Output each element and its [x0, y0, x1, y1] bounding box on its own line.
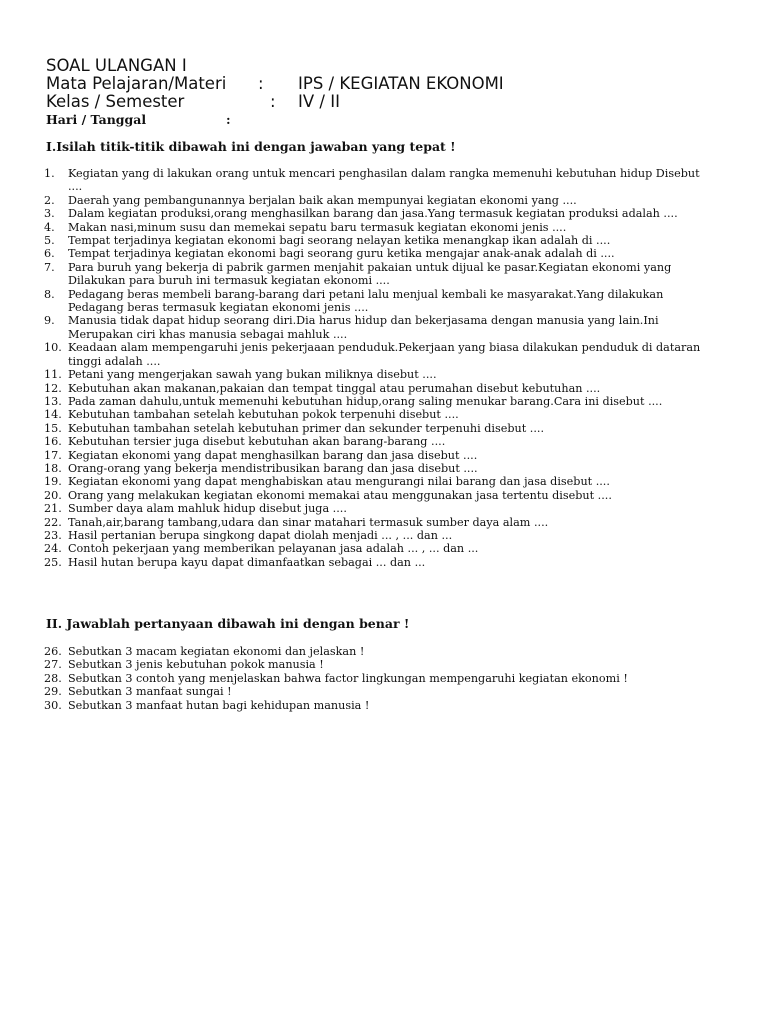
- question-text: Daerah yang pembangunannya berjalan baik akan mempunyai kegiatan ekonomi yang ....: [68, 193, 577, 207]
- question-number: 11.: [44, 368, 62, 382]
- question-text: Pada zaman dahulu,untuk memenuhi kebutuhan hidup,orang saling menukar barang.Cara ini disebut ....: [68, 394, 663, 408]
- exam-title-text: SOAL ULANGAN I: [46, 56, 187, 75]
- question-item: [0, 314, 716, 341]
- question-text: Petani yang mengerjakan sawah yang bukan miliknya disebut ....: [68, 368, 437, 382]
- subject-separator: :: [258, 74, 264, 93]
- question-text: Kebutuhan tersier juga disebut kebutuhan akan barang-barang ....: [68, 435, 446, 449]
- question-number: 18.: [44, 461, 62, 475]
- question-item: [0, 516, 716, 529]
- question-number: 15.: [44, 421, 62, 435]
- section-2-title: II. Jawablah pertanyaan dibawah ini dengan benar !: [46, 616, 410, 631]
- question-item: [0, 462, 716, 475]
- question-text: Manusia tidak dapat hidup seorang diri.Dia harus hidup dan bekerjasama dengan manusia yang lain.Ini Merupakan ciri khas manusia sebagai mahluk ....: [68, 314, 659, 341]
- question-text: Kebutuhan tambahan setelah kebutuhan primer dan sekunder terpenuhi disebut ....: [68, 421, 545, 435]
- section-1-title: I.Isilah titik-titik dibawah ini dengan jawaban yang tepat !: [46, 139, 456, 154]
- question-item: [0, 489, 716, 502]
- question-item: [0, 247, 716, 260]
- question-item: [0, 475, 716, 488]
- question-item: [0, 529, 716, 542]
- question-text: Orang-orang yang bekerja mendistribusikan barang dan jasa disebut ....: [68, 461, 478, 475]
- question-number: 25.: [44, 555, 62, 569]
- question-text: Tempat terjadinya kegiatan ekonomi bagi seorang nelayan ketika menangkap ikan adalah di ....: [68, 234, 611, 248]
- question-text: Hasil hutan berupa kayu dapat dimanfaatkan sebagai ... dan ...: [68, 555, 426, 569]
- question-number: 1.: [44, 167, 55, 180]
- question-text: Sebutkan 3 contoh yang menjelaskan bahwa factor lingkungan mempengaruhi kegiatan ekonomi !: [68, 671, 628, 685]
- question-item: [0, 341, 716, 368]
- question-text: Dalam kegiatan produksi,orang menghasilkan barang dan jasa.Yang termasuk kegiatan produksi adalah ....: [68, 207, 678, 221]
- question-number: 23.: [44, 528, 62, 542]
- section-1-list: [0, 167, 768, 569]
- date-label: Hari / Tanggal: [46, 112, 147, 127]
- question-text: Pedagang beras membeli barang-barang dari petani lalu menjual kembali ke masyarakat.Yang dilakukan Pedagang beras termasuk kegiatan ekonomi jenis ....: [68, 287, 664, 315]
- question-item: [0, 685, 716, 698]
- question-item: [0, 435, 716, 448]
- question-text: Tempat terjadinya kegiatan ekonomi bagi seorang guru ketika mengajar anak-anak adalah di ....: [68, 247, 615, 261]
- question-text: Kebutuhan akan makanan,pakaian dan tempat tinggal atau perumahan disebut kebutuhan ....: [68, 381, 601, 395]
- question-item: [0, 288, 716, 315]
- question-item: [0, 395, 716, 408]
- question-number: 14.: [44, 408, 62, 422]
- question-item: [0, 556, 716, 569]
- date-separator: :: [226, 112, 231, 127]
- question-number: 30.: [44, 698, 62, 712]
- question-text: Sebutkan 3 manfaat sungai !: [68, 685, 232, 699]
- question-number: 4.: [44, 220, 55, 234]
- question-text: Orang yang melakukan kegiatan ekonomi memakai atau menggunakan jasa tertentu disebut ....: [68, 488, 612, 502]
- question-text: Sumber daya alam mahluk hidup disebut juga ....: [68, 502, 347, 516]
- question-number: 8.: [44, 287, 55, 301]
- question-item: [0, 261, 716, 288]
- class-label: Kelas / Semester: [46, 92, 185, 111]
- question-item: [0, 234, 716, 247]
- question-number: 10.: [44, 341, 62, 355]
- class-value: IV / II: [298, 92, 340, 111]
- question-number: 9.: [44, 314, 55, 328]
- question-text: Contoh pekerjaan yang memberikan pelayanan jasa adalah ... , ... dan ...: [68, 542, 479, 556]
- question-text: Kegiatan yang di lakukan orang untuk mencari penghasilan dalam rangka memenuhi kebutuhan hidup Disebut ....: [68, 167, 700, 194]
- question-number: 27.: [44, 658, 62, 672]
- question-text: Para buruh yang bekerja di pabrik garmen menjahit pakaian untuk dijual ke pasar.Kegiatan ekonomi yang Dilakukan para buruh ini termasuk kegiatan ekonomi ....: [68, 260, 672, 288]
- question-text: Keadaan alam mempengaruhi jenis pekerjaaan penduduk.Pekerjaan yang biasa dilakukan penduduk di dataran tinggi adalah ....: [68, 341, 701, 368]
- question-item: [0, 645, 716, 658]
- question-number: 24.: [44, 542, 62, 556]
- question-number: 6.: [44, 247, 55, 261]
- question-text: Kebutuhan tambahan setelah kebutuhan pokok terpenuhi disebut ....: [68, 408, 459, 422]
- question-number: 16.: [44, 435, 62, 449]
- question-item: [0, 382, 716, 395]
- question-item: [0, 167, 716, 194]
- question-number: 5.: [44, 234, 55, 248]
- question-item: [0, 207, 716, 220]
- question-text: Kegiatan ekonomi yang dapat menghasilkan barang dan jasa disebut ....: [68, 448, 478, 462]
- question-number: 7.: [44, 260, 55, 274]
- question-text: Sebutkan 3 manfaat hutan bagi kehidupan manusia !: [68, 698, 370, 712]
- question-text: Makan nasi,minum susu dan memekai sepatu baru termasuk kegiatan ekonomi jenis ....: [68, 220, 567, 234]
- question-text: Sebutkan 3 macam kegiatan ekonomi dan jelaskan !: [68, 645, 365, 658]
- section-2-list: [0, 645, 768, 712]
- class-separator: :: [270, 92, 276, 111]
- question-text: Hasil pertanian berupa singkong dapat diolah menjadi ... , ... dan ...: [68, 528, 453, 542]
- question-item: [0, 699, 716, 712]
- question-text: Kegiatan ekonomi yang dapat menghabiskan atau mengurangi nilai barang dan jasa disebut ....: [68, 475, 610, 489]
- question-number: 22.: [44, 515, 62, 529]
- question-item: [0, 502, 716, 515]
- question-item: [0, 672, 716, 685]
- question-item: [0, 422, 716, 435]
- question-number: 17.: [44, 448, 62, 462]
- question-number: 21.: [44, 502, 62, 516]
- question-number: 19.: [44, 475, 62, 489]
- question-number: 20.: [44, 488, 62, 502]
- question-number: 12.: [44, 381, 62, 395]
- question-item: [0, 449, 716, 462]
- question-number: 2.: [44, 193, 55, 207]
- question-item: [0, 194, 716, 207]
- question-number: 3.: [44, 207, 55, 221]
- question-number: 29.: [44, 685, 62, 699]
- question-item: [0, 658, 716, 671]
- question-item: [0, 368, 716, 381]
- subject-value: IPS / KEGIATAN EKONOMI: [298, 74, 504, 93]
- question-text: Sebutkan 3 jenis kebutuhan pokok manusia !: [68, 658, 324, 672]
- question-number: 28.: [44, 671, 62, 685]
- question-text: Tanah,air,barang tambang,udara dan sinar matahari termasuk sumber daya alam ....: [68, 515, 549, 529]
- question-item: [0, 408, 716, 421]
- question-item: [0, 221, 716, 234]
- subject-label: Mata Pelajaran/Materi: [46, 74, 227, 93]
- question-item: [0, 542, 716, 555]
- question-number: 26.: [44, 645, 62, 658]
- question-number: 13.: [44, 394, 62, 408]
